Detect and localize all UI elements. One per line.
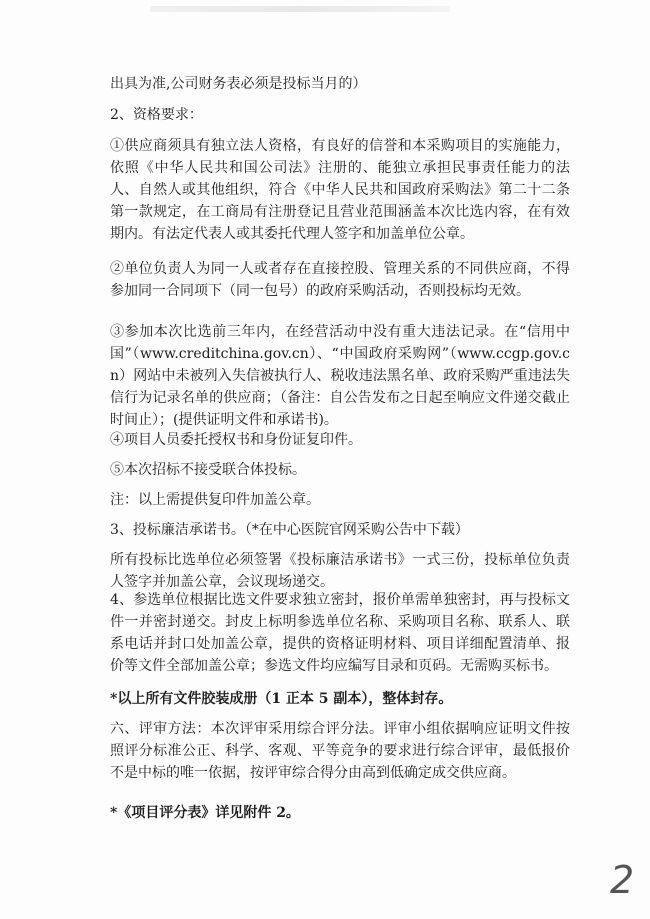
heading-qualification: 2、资格要求： — [110, 107, 203, 123]
paragraph-sealing: 4、参选单位根据比选文件要求独立密封，报价单需单独密封，再与投标文件一并密封递交。封皮上标明参选单位名称、采购项目名称、联系人、联系电话并封口处加盖公章，提供的资格证明材料、项目详细配置清单、报价等文件全部加盖公章；参选文件均应编写目录和页码。无需购买标书。 — [110, 592, 570, 674]
paragraph-evaluation-method: 六、评审方法：本次评审采用综合评分法。评审小组依据响应证明文件按照评分标准公正、科学、客观、平等竞争的要求进行综合评审，最低报价不是中标的唯一依据，按评审综合得分由高到低确定成交供应商。 — [110, 721, 570, 781]
paragraph-binding: *以上所有文件胶装成册（1 正本 5 副本），整体封存。 — [110, 691, 453, 707]
heading-integrity-pledge: 3、投标廉洁承诺书。（*在中心医院官网采购公告中下载） — [110, 522, 469, 538]
paragraph-qualification-1: ①供应商须具有独立法人资格，有良好的信誉和本采购项目的实施能力，依照《中华人民共和国公司法》注册的、能独立承担民事责任能力的法人、自然人或其他组织，符合《中华人民共和国政府采购法》第二十二条第一款规定，在工商局有注册登记且营业范围涵盖本次比选内容，在有效期内。有法定代表人或其委托代理人签字和加盖单位公章。 — [110, 138, 570, 242]
paragraph-qualification-4: ④项目人员委托授权书和身份证复印件。 — [110, 432, 362, 448]
paragraph-note: 注：以上需提供复印件加盖公章。 — [110, 492, 320, 508]
paragraph-qualification-5: ⑤本次招标不接受联合体投标。 — [110, 462, 306, 478]
page-number: 2 — [610, 858, 635, 902]
paragraph-financial-note: 出具为准,公司财务表必须是投标当月的） — [110, 76, 367, 92]
paragraph-scoring-table: *《项目评分表》详见附件 2。 — [110, 805, 300, 821]
paragraph-qualification-3: ③参加本次比选前三年内，在经营活动中没有重大违法记录。在“信用中国”（www.creditchina.gov.cn）、“中国政府采购网”（www.ccgp.gov.cn）网站中未被列入失信被执行人、税收违法黑名单、政府采购严重违法失信行为记录名单的供应商；（备注：自公告发布之日起至响应文件递交截止时间止）；(提供证明文件和承诺书)。 — [110, 324, 570, 428]
scan-artifact — [150, 6, 450, 12]
paragraph-integrity-pledge: 所有投标比选单位必须签署《投标廉洁承诺书》一式三份，投标单位负责人签字并加盖公章，会议现场递交。 — [110, 552, 570, 590]
paragraph-qualification-2: ②单位负责人为同一人或者存在直接控股、管理关系的不同供应商，不得参加同一合同项下（同一包号）的政府采购活动，否则投标均无效。 — [110, 261, 570, 299]
